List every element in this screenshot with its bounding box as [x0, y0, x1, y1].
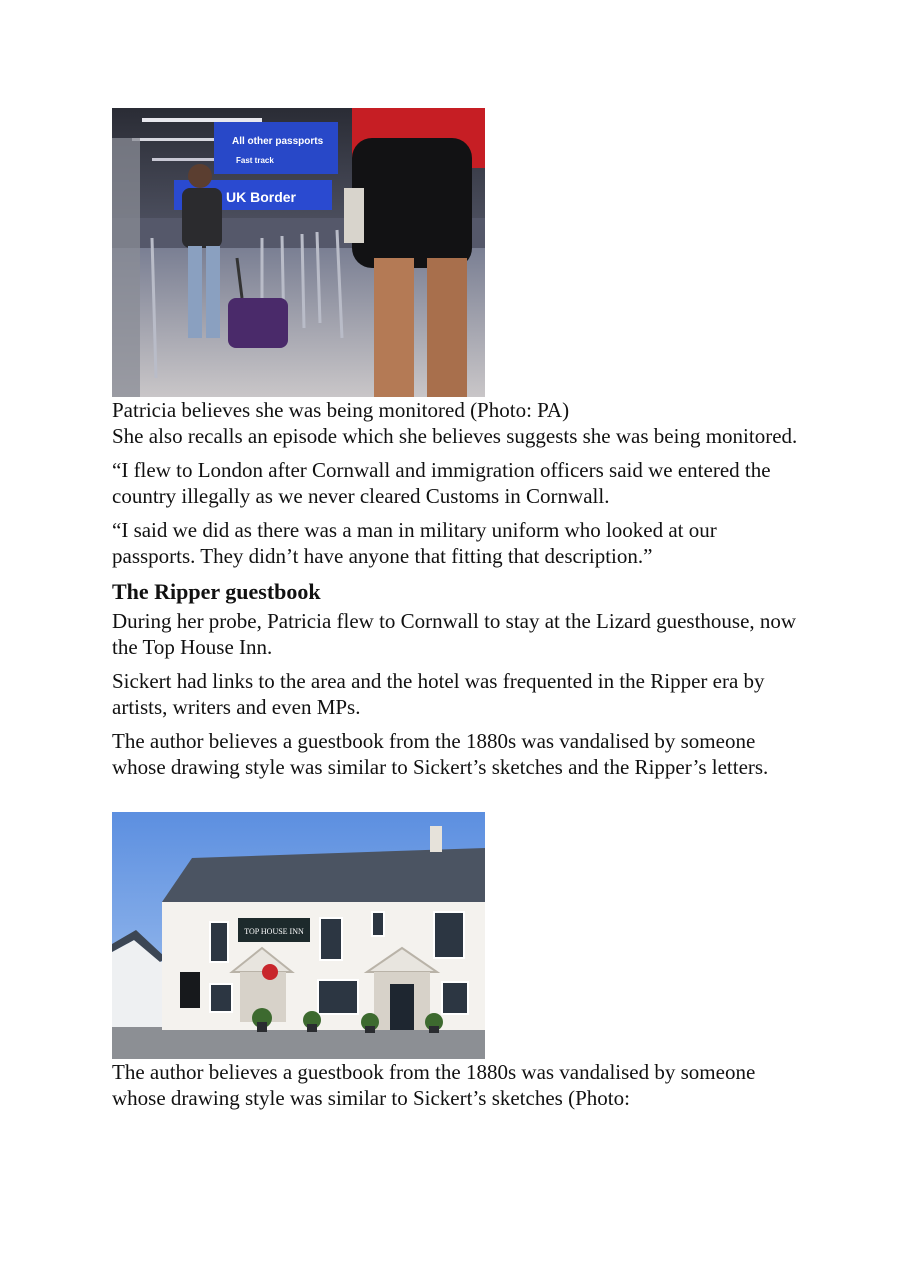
paragraph: “I flew to London after Cornwall and immigration officers said we entered the country illegally as we never cleared Customs in Cornwall.: [112, 458, 771, 508]
airport-border-photo: [112, 108, 485, 397]
sign-text-3: UK Border: [226, 189, 297, 205]
article-body: [112, 108, 802, 1111]
sign-text-1: All other passports: [232, 136, 324, 147]
figure-1-caption: Patricia believes she was being monitored (Photo: PA): [112, 398, 570, 422]
paragraph: The author believes a guestbook from the 1880s was vandalised by someone whose drawing style was similar to Sickert’s sketches and the Ripper’s letters.: [112, 729, 769, 779]
pub-sign-text: TOP HOUSE INN: [244, 927, 304, 936]
paragraph: During her probe, Patricia flew to Cornwall to stay at the Lizard guesthouse, now the Top House Inn.: [112, 609, 797, 659]
top-house-inn-photo: [112, 812, 485, 1059]
paragraph: “I said we did as there was a man in military uniform who looked at our passports. They didn’t have anyone that fitting that description.”: [112, 518, 717, 568]
sign-text-2: Fast track: [236, 156, 274, 165]
spacer: [112, 780, 802, 812]
figure-2-caption: The author believes a guestbook from the 1880s was vandalised by someone whose drawing style was similar to Sickert’s sketches (Photo:: [112, 1060, 756, 1110]
paragraph: Sickert had links to the area and the hotel was frequented in the Ripper era by artists, writers and even MPs.: [112, 669, 765, 719]
paragraph: She also recalls an episode which she believes suggests she was being monitored.: [112, 424, 798, 448]
section-heading: The Ripper guestbook: [112, 579, 321, 604]
